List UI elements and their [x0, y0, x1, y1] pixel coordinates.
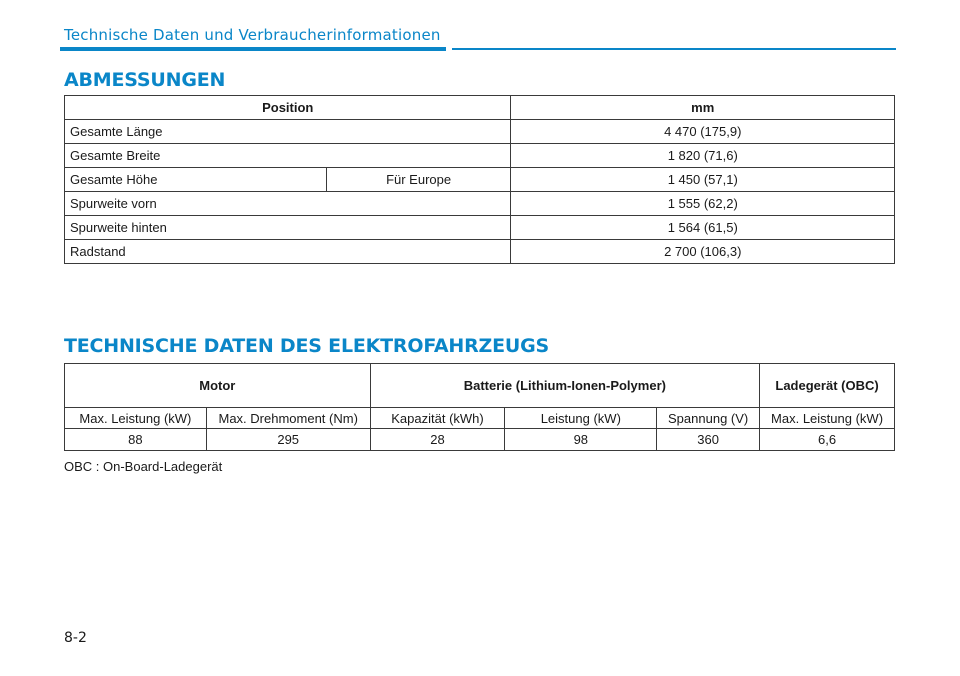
- row-value: 2 700 (106,3): [511, 240, 895, 264]
- table-row: [65, 240, 895, 264]
- row-label: Gesamte Breite: [65, 144, 511, 168]
- header-rule-thick: [60, 47, 446, 51]
- table-row: [65, 216, 895, 240]
- row-value: 1 450 (57,1): [511, 168, 895, 192]
- table-group-header-row: [65, 364, 895, 408]
- row-value: 1 555 (62,2): [511, 192, 895, 216]
- value-charger-power: 6,6: [760, 429, 895, 451]
- group-header-battery: Batterie (Lithium-Ionen-Polymer): [370, 364, 760, 408]
- section-title-dimensions: ABMESSUNGEN: [64, 69, 226, 91]
- table-row: [65, 168, 895, 192]
- value-battery-capacity: 28: [370, 429, 505, 451]
- row-label: Radstand: [65, 240, 511, 264]
- value-motor-torque: 295: [206, 429, 370, 451]
- subheader-charger-power: Max. Leistung (kW): [760, 408, 895, 429]
- table-row: [65, 429, 895, 451]
- table-header-row: [65, 96, 895, 120]
- row-label: Spurweite hinten: [65, 216, 511, 240]
- table-row: [65, 192, 895, 216]
- row-value: 4 470 (175,9): [511, 120, 895, 144]
- subheader-battery-power: Leistung (kW): [505, 408, 657, 429]
- column-header-position: Position: [65, 96, 511, 120]
- ev-specs-table: [64, 363, 895, 451]
- subheader-battery-capacity: Kapazität (kWh): [370, 408, 505, 429]
- row-label: Gesamte Länge: [65, 120, 511, 144]
- row-value: 1 564 (61,5): [511, 216, 895, 240]
- table-row: [65, 120, 895, 144]
- subheader-motor-power: Max. Leistung (kW): [65, 408, 207, 429]
- dimensions-table: [64, 95, 895, 264]
- table-row: [65, 144, 895, 168]
- value-motor-power: 88: [65, 429, 207, 451]
- table-subheader-row: [65, 408, 895, 429]
- page-number: 8-2: [64, 630, 87, 646]
- value-battery-voltage: 360: [657, 429, 760, 451]
- row-label: Gesamte Höhe: [65, 168, 327, 192]
- header-rule-thin: [452, 48, 896, 50]
- value-battery-power: 98: [505, 429, 657, 451]
- footnote: OBC : On-Board-Ladegerät: [64, 459, 223, 474]
- column-header-mm: mm: [511, 96, 895, 120]
- subheader-battery-voltage: Spannung (V): [657, 408, 760, 429]
- group-header-motor: Motor: [65, 364, 371, 408]
- subheader-motor-torque: Max. Drehmoment (Nm): [206, 408, 370, 429]
- page-header-title: Technische Daten und Verbraucherinformationen: [64, 26, 441, 44]
- row-sublabel: Für Europe: [326, 168, 511, 192]
- section-title-ev-specs: TECHNISCHE DATEN DES ELEKTROFAHRZEUGS: [64, 335, 550, 357]
- row-value: 1 820 (71,6): [511, 144, 895, 168]
- row-label: Spurweite vorn: [65, 192, 511, 216]
- group-header-charger: Ladegerät (OBC): [760, 364, 895, 408]
